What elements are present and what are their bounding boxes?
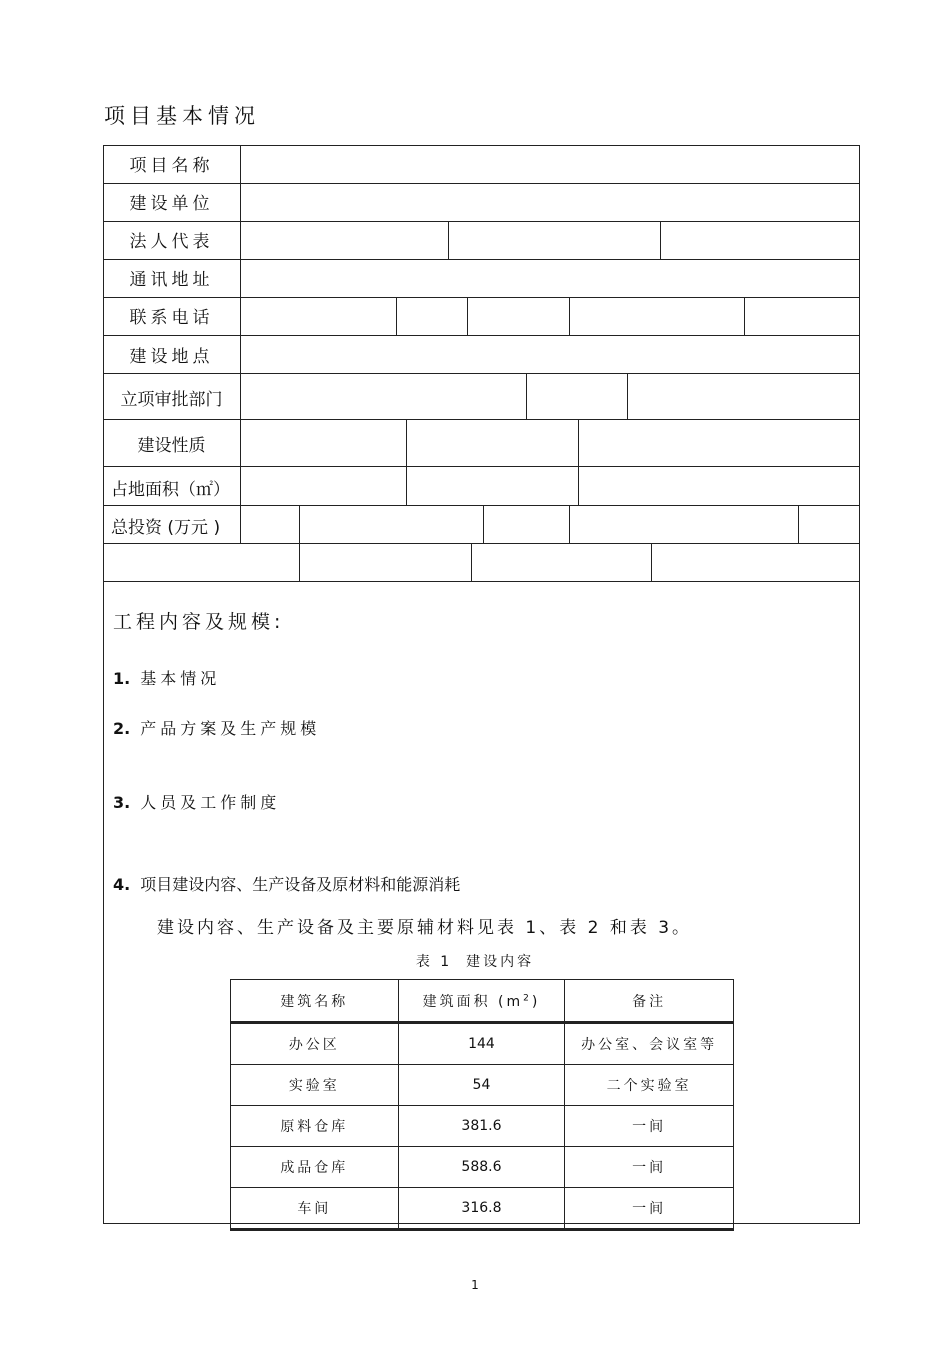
cell-area: 316.8	[398, 1188, 565, 1230]
label-nature: 建设性质	[137, 436, 206, 456]
header-area-close: )	[531, 993, 541, 1010]
table-row	[231, 1065, 734, 1106]
cell-name: 办公区	[231, 1023, 399, 1065]
item-number: 1.	[113, 669, 131, 688]
cell-note: 一间	[565, 1188, 734, 1230]
form-row-line	[103, 543, 860, 544]
content-item	[113, 872, 460, 895]
content-item	[113, 790, 280, 813]
form-row-line	[103, 466, 860, 467]
form-col-line	[299, 543, 300, 581]
form-col-line	[471, 543, 472, 581]
form-row-line	[103, 297, 860, 298]
label-investment: 总投资 (万元 )	[111, 518, 221, 538]
content-heading: 工程内容及规模:	[113, 611, 285, 633]
header-building-area	[398, 980, 565, 1023]
form-col-line	[299, 505, 300, 543]
label-area: 占地面积（㎡）	[111, 480, 230, 500]
form-col-line	[569, 297, 570, 335]
item-text: 人员及工作制度	[140, 793, 281, 812]
form-col-line	[467, 297, 468, 335]
content-item	[113, 716, 320, 739]
cell-note: 二个实验室	[565, 1065, 734, 1106]
form-col-line	[448, 221, 449, 259]
form-row-line	[103, 373, 860, 374]
table-row	[231, 1106, 734, 1147]
form-col-line	[406, 419, 407, 505]
form-row-line	[103, 419, 860, 420]
form-row-line	[103, 335, 860, 336]
item-text: 产品方案及生产规模	[140, 719, 321, 738]
label-site: 建设地点	[129, 347, 214, 367]
header-building-name: 建筑名称	[231, 980, 399, 1023]
form-row-line	[103, 183, 860, 184]
cell-name: 原料仓库	[231, 1106, 399, 1147]
item-text: 项目建设内容、生产设备及原材料和能源消耗	[140, 875, 461, 894]
label-address: 通讯地址	[129, 270, 214, 290]
label-legal-rep: 法人代表	[129, 232, 214, 252]
item-text: 基本情况	[140, 669, 221, 688]
cell-note: 办公室、会议室等	[565, 1023, 734, 1065]
header-area-sup: 2	[523, 992, 532, 1003]
form-col-line	[627, 373, 628, 419]
cell-name: 成品仓库	[231, 1147, 399, 1188]
header-area-text: 建筑面积 (m	[422, 993, 524, 1010]
table1-caption	[0, 951, 950, 971]
content-item	[113, 666, 220, 689]
item-number: 4.	[113, 875, 131, 894]
page-title: 项目基本情况	[104, 104, 260, 128]
table-row	[231, 1023, 734, 1065]
label-project-name: 项目名称	[129, 156, 214, 176]
form-col-line	[798, 505, 799, 543]
cell-area: 144	[398, 1023, 565, 1065]
form-col-line	[651, 543, 652, 581]
form-row-line	[103, 505, 860, 506]
cell-area: 381.6	[398, 1106, 565, 1147]
form-col-line	[483, 505, 484, 543]
label-construction-unit: 建设单位	[129, 194, 214, 214]
label-approval-dept: 立项审批部门	[120, 390, 223, 410]
table-row	[231, 1188, 734, 1230]
cell-note: 一间	[565, 1106, 734, 1147]
intro-paragraph: 建设内容、生产设备及主要原辅材料见表 1、表 2 和表 3。	[157, 918, 693, 938]
cell-area: 588.6	[398, 1147, 565, 1188]
table-row	[231, 1147, 734, 1188]
cell-area: 54	[398, 1065, 565, 1106]
form-row-line	[103, 259, 860, 260]
page-number: 1	[471, 1278, 479, 1292]
construction-content-table	[230, 979, 734, 1231]
table1-caption-number: 表 1	[415, 954, 453, 970]
table-header-row	[231, 980, 734, 1023]
form-col-line	[526, 373, 527, 419]
label-phone: 联系电话	[129, 308, 214, 328]
cell-name: 车间	[231, 1188, 399, 1230]
header-note: 备注	[565, 980, 734, 1023]
form-col-line	[396, 297, 397, 335]
table1-caption-title: 建设内容	[466, 954, 535, 970]
form-col-line	[744, 297, 745, 335]
form-col-line	[660, 221, 661, 259]
cell-name: 实验室	[231, 1065, 399, 1106]
form-row-line	[103, 581, 860, 582]
item-number: 2.	[113, 719, 131, 738]
cell-note: 一间	[565, 1147, 734, 1188]
form-col-line	[569, 505, 570, 543]
item-number: 3.	[113, 793, 131, 812]
form-row-line	[103, 221, 860, 222]
form-col-line	[578, 419, 579, 505]
